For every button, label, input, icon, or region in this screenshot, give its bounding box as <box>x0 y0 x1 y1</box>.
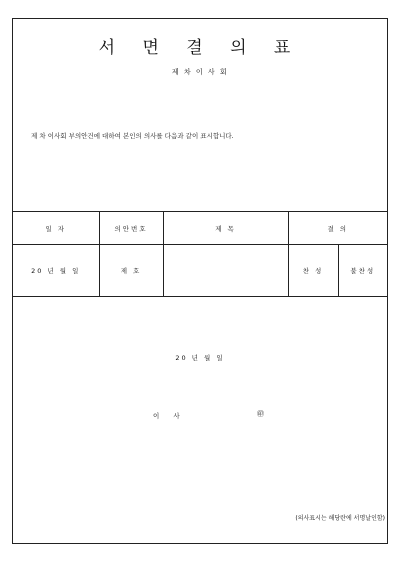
seal-icon: ㊞ <box>257 410 264 418</box>
cell-approve[interactable]: 찬 성 <box>288 245 338 297</box>
signer-label: 이 사 <box>153 412 186 420</box>
cell-agenda-no[interactable]: 제 호 <box>99 245 163 297</box>
table-header-row <box>13 212 387 245</box>
header-date: 일 자 <box>13 212 99 245</box>
footnote: (의사표시는 해당란에 서명날인함) <box>295 515 385 522</box>
statement-text: 제 차 이사회 부의안건에 대하여 본인의 의사를 다음과 같이 표시합니다. <box>31 132 234 140</box>
meeting-subtitle: 제 차 이 사 회 <box>171 68 229 76</box>
header-agenda-no: 의안번호 <box>99 212 163 245</box>
header-subject: 제 목 <box>163 212 288 245</box>
cell-subject[interactable] <box>163 245 288 297</box>
cell-disapprove[interactable]: 불찬성 <box>338 245 387 297</box>
sign-date: 20 년 월 일 <box>175 354 225 362</box>
form-title: 서 면 결 의 표 <box>98 38 302 58</box>
resolution-table <box>13 211 387 297</box>
header-resolution: 결 의 <box>288 212 387 245</box>
table-row <box>13 245 387 297</box>
cell-date[interactable]: 20 년 월 일 <box>13 245 99 297</box>
resolution-form <box>12 18 388 544</box>
